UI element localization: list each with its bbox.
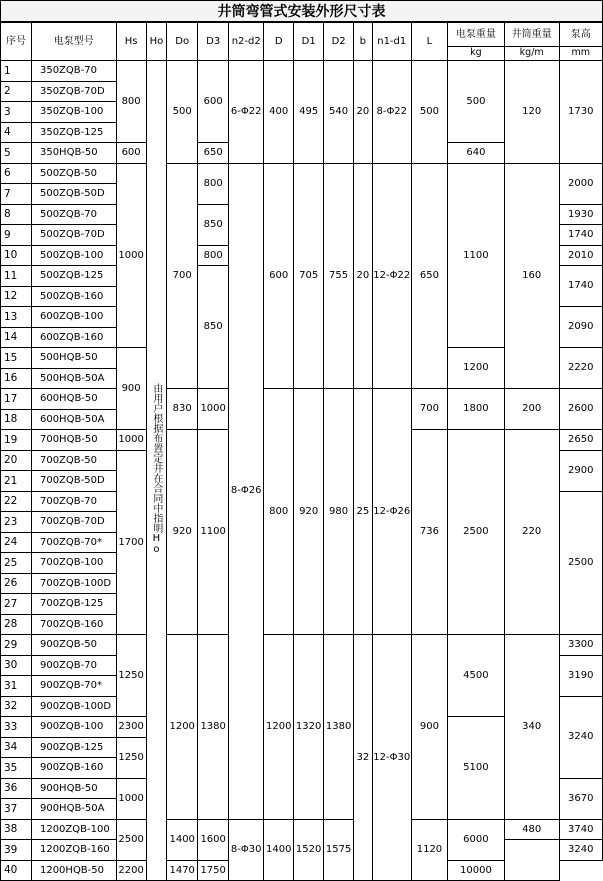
d1-cell: 705 bbox=[294, 163, 324, 389]
d3-cell: 850 bbox=[198, 204, 229, 245]
row-model: 700ZQB-100D bbox=[31, 573, 116, 594]
pump-height-cell: 2500 bbox=[559, 491, 602, 635]
d3-cell: 800 bbox=[198, 163, 229, 204]
row-model: 600ZQB-100 bbox=[31, 307, 116, 328]
pump-height-cell: 2010 bbox=[559, 245, 602, 266]
row-index: 5 bbox=[1, 143, 32, 164]
row-index: 13 bbox=[1, 307, 32, 328]
header-well-weight-unit: kg/m bbox=[504, 47, 559, 61]
do-cell: 830 bbox=[167, 389, 198, 430]
pump-weight-cell: 1800 bbox=[448, 389, 505, 430]
spec-table bbox=[0, 22, 603, 881]
pump-height-cell: 3740 bbox=[559, 819, 602, 840]
row-index: 22 bbox=[1, 491, 32, 512]
pump-weight-cell: 6000 bbox=[448, 819, 505, 860]
row-model: 600ZQB-160 bbox=[31, 327, 116, 348]
row-model: 500ZQB-50 bbox=[31, 163, 116, 184]
row-index: 21 bbox=[1, 471, 32, 492]
row-model: 900ZQB-70* bbox=[31, 676, 116, 697]
do-cell: 1400 bbox=[167, 819, 198, 860]
n1-d1-cell: 8-Φ22 bbox=[372, 61, 411, 164]
row-index: 26 bbox=[1, 573, 32, 594]
header-pump-height: 泵高 bbox=[559, 23, 602, 47]
b-cell: 20 bbox=[354, 163, 373, 389]
row-index: 10 bbox=[1, 245, 32, 266]
d2-cell: 980 bbox=[324, 389, 354, 635]
d3-cell: 1000 bbox=[198, 389, 229, 430]
d1-cell: 1320 bbox=[294, 635, 324, 820]
pump-weight-cell: 5100 bbox=[448, 717, 505, 820]
row-index: 30 bbox=[1, 655, 32, 676]
b-cell: 25 bbox=[354, 389, 373, 635]
pump-height-cell: 3670 bbox=[559, 778, 602, 819]
row-model: 500HQB-50 bbox=[31, 348, 116, 369]
do-cell: 1470 bbox=[167, 860, 198, 881]
row-index: 34 bbox=[1, 737, 32, 758]
row-index: 27 bbox=[1, 594, 32, 615]
row-index: 36 bbox=[1, 778, 32, 799]
header-l: L bbox=[411, 23, 447, 61]
header-hs: Hs bbox=[116, 23, 146, 61]
row-index: 18 bbox=[1, 409, 32, 430]
row-model: 900ZQB-100 bbox=[31, 717, 116, 738]
pump-weight-cell: 1100 bbox=[448, 163, 505, 348]
l-cell: 650 bbox=[411, 163, 447, 389]
d-cell: 800 bbox=[264, 389, 294, 635]
hs-cell: 1000 bbox=[116, 430, 146, 451]
row-index: 35 bbox=[1, 758, 32, 779]
hs-cell: 2500 bbox=[116, 819, 146, 860]
hs-cell: 600 bbox=[116, 143, 146, 164]
row-index: 31 bbox=[1, 676, 32, 697]
do-cell: 500 bbox=[167, 61, 198, 164]
d3-cell: 600 bbox=[198, 61, 229, 143]
pump-height-cell: 2220 bbox=[559, 348, 602, 389]
d2-cell: 540 bbox=[324, 61, 354, 164]
d3-cell: 1750 bbox=[198, 860, 229, 881]
row-model: 700HQB-50 bbox=[31, 430, 116, 451]
table-row bbox=[1, 819, 603, 840]
do-cell: 1200 bbox=[167, 635, 198, 820]
d3-cell: 1380 bbox=[198, 635, 229, 820]
header-b: b bbox=[354, 23, 373, 61]
do-cell: 700 bbox=[167, 163, 198, 389]
pump-weight-cell: 4500 bbox=[448, 635, 505, 717]
header-n2-d2: n2-d2 bbox=[229, 23, 264, 61]
row-model: 700ZQB-50 bbox=[31, 450, 116, 471]
row-index: 32 bbox=[1, 696, 32, 717]
row-index: 6 bbox=[1, 163, 32, 184]
pump-height-cell: 2650 bbox=[559, 430, 602, 451]
row-index: 29 bbox=[1, 635, 32, 656]
row-index: 33 bbox=[1, 717, 32, 738]
row-index: 40 bbox=[1, 860, 32, 881]
row-index: 25 bbox=[1, 553, 32, 574]
row-index: 14 bbox=[1, 327, 32, 348]
d2-cell: 1575 bbox=[324, 819, 354, 881]
row-model: 500ZQB-160 bbox=[31, 286, 116, 307]
d3-cell: 1100 bbox=[198, 430, 229, 635]
header-d2: D2 bbox=[324, 23, 354, 61]
table-row bbox=[1, 389, 603, 410]
d-cell: 600 bbox=[264, 163, 294, 389]
row-model: 900ZQB-125 bbox=[31, 737, 116, 758]
header-d3: D3 bbox=[198, 23, 229, 61]
row-model: 500ZQB-100 bbox=[31, 245, 116, 266]
row-model: 600HQB-50 bbox=[31, 389, 116, 410]
hs-cell: 800 bbox=[116, 61, 146, 143]
d2-cell: 755 bbox=[324, 163, 354, 389]
row-model: 350ZQB-125 bbox=[31, 122, 116, 143]
header-d1: D1 bbox=[294, 23, 324, 61]
well-weight-cell: 120 bbox=[504, 61, 559, 164]
row-model: 700ZQB-70* bbox=[31, 532, 116, 553]
pump-height-cell: 1930 bbox=[559, 204, 602, 225]
pump-height-cell: 1740 bbox=[559, 266, 602, 307]
row-model: 900ZQB-100D bbox=[31, 696, 116, 717]
pump-height-cell: 2090 bbox=[559, 307, 602, 348]
header-index: 序号 bbox=[1, 23, 32, 61]
row-index: 37 bbox=[1, 799, 32, 820]
hs-cell: 2300 bbox=[116, 717, 146, 738]
d3-cell: 650 bbox=[198, 143, 229, 164]
header-d: D bbox=[264, 23, 294, 61]
row-index: 15 bbox=[1, 348, 32, 369]
page-title: 井筒弯管式安装外形尺寸表 bbox=[0, 0, 603, 22]
hs-cell: 2200 bbox=[116, 860, 146, 881]
row-model: 900HQB-50A bbox=[31, 799, 116, 820]
pump-height-cell: 3190 bbox=[559, 655, 602, 696]
row-model: 350HQB-50 bbox=[31, 143, 116, 164]
row-index: 16 bbox=[1, 368, 32, 389]
row-model: 1200HQB-50 bbox=[31, 860, 116, 881]
n2-d2-cell: 6-Φ22 bbox=[229, 61, 264, 164]
pump-height-cell: 2000 bbox=[559, 163, 602, 204]
row-index: 24 bbox=[1, 532, 32, 553]
b-cell: 20 bbox=[354, 61, 373, 164]
row-index: 11 bbox=[1, 266, 32, 287]
row-model: 900HQB-50 bbox=[31, 778, 116, 799]
pump-height-cell: 1730 bbox=[559, 61, 602, 164]
hs-cell: 1700 bbox=[116, 450, 146, 635]
row-model: 700ZQB-50D bbox=[31, 471, 116, 492]
d1-cell: 1520 bbox=[294, 819, 324, 881]
row-model: 700ZQB-100 bbox=[31, 553, 116, 574]
row-model: 350ZQB-100 bbox=[31, 102, 116, 123]
well-weight-cell: 220 bbox=[504, 430, 559, 635]
pump-weight-cell: 640 bbox=[448, 143, 505, 164]
l-cell: 736 bbox=[411, 430, 447, 635]
ho-note-text: 由用户根据布置定井在合同中指明Ho bbox=[150, 382, 162, 555]
pump-weight-cell: 2500 bbox=[448, 430, 505, 635]
header-pump-height-unit: mm bbox=[559, 47, 602, 61]
well-weight-cell: 340 bbox=[504, 635, 559, 820]
header-model: 电泵型号 bbox=[31, 23, 116, 61]
d-cell: 1400 bbox=[264, 819, 294, 881]
do-cell: 920 bbox=[167, 430, 198, 635]
header-pump-weight: 电泵重量 bbox=[448, 23, 505, 47]
l-cell: 500 bbox=[411, 61, 447, 164]
hs-cell: 1000 bbox=[116, 163, 146, 348]
row-model: 1200ZQB-160 bbox=[31, 840, 116, 861]
n1-d1-cell: 12-Φ30 bbox=[372, 635, 411, 881]
row-index: 19 bbox=[1, 430, 32, 451]
row-model: 500ZQB-70D bbox=[31, 225, 116, 246]
d3-cell: 1600 bbox=[198, 819, 229, 860]
row-index: 1 bbox=[1, 61, 32, 82]
row-index: 7 bbox=[1, 184, 32, 205]
header-n1-d1: n1-d1 bbox=[372, 23, 411, 61]
l-cell: 900 bbox=[411, 635, 447, 820]
row-index: 28 bbox=[1, 614, 32, 635]
row-model: 500ZQB-125 bbox=[31, 266, 116, 287]
d1-cell: 920 bbox=[294, 389, 324, 635]
d-cell: 1200 bbox=[264, 635, 294, 820]
well-weight-cell bbox=[504, 840, 559, 881]
table-row bbox=[1, 635, 603, 656]
pump-height-cell: 3240 bbox=[559, 840, 602, 861]
d2-cell: 1380 bbox=[324, 635, 354, 820]
b-cell: 32 bbox=[354, 635, 373, 881]
d3-cell: 850 bbox=[198, 266, 229, 389]
row-index: 12 bbox=[1, 286, 32, 307]
hs-cell: 900 bbox=[116, 348, 146, 430]
header-pump-weight-unit: kg bbox=[448, 47, 505, 61]
pump-weight-cell: 500 bbox=[448, 61, 505, 143]
row-model: 500HQB-50A bbox=[31, 368, 116, 389]
d3-cell: 800 bbox=[198, 245, 229, 266]
l-cell: 700 bbox=[411, 389, 447, 430]
row-model: 350ZQB-70D bbox=[31, 81, 116, 102]
row-model: 700ZQB-70 bbox=[31, 491, 116, 512]
row-index: 39 bbox=[1, 840, 32, 861]
well-weight-cell: 480 bbox=[504, 819, 559, 840]
row-index: 8 bbox=[1, 204, 32, 225]
pump-weight-cell: 1200 bbox=[448, 348, 505, 389]
row-index: 3 bbox=[1, 102, 32, 123]
row-index: 23 bbox=[1, 512, 32, 533]
hs-cell: 1000 bbox=[116, 778, 146, 819]
n2-d2-cell: 8-Φ30 bbox=[229, 819, 264, 881]
row-model: 900ZQB-160 bbox=[31, 758, 116, 779]
l-cell: 1120 bbox=[411, 819, 447, 881]
n1-d1-cell: 12-Φ26 bbox=[372, 389, 411, 635]
row-model: 900ZQB-70 bbox=[31, 655, 116, 676]
row-model: 700ZQB-70D bbox=[31, 512, 116, 533]
d1-cell: 495 bbox=[294, 61, 324, 164]
row-index: 4 bbox=[1, 122, 32, 143]
pump-height-cell: 3300 bbox=[559, 635, 602, 656]
row-model: 500ZQB-50D bbox=[31, 184, 116, 205]
pump-height-cell: 3240 bbox=[559, 696, 602, 778]
row-model: 500ZQB-70 bbox=[31, 204, 116, 225]
well-weight-cell: 200 bbox=[504, 389, 559, 430]
row-model: 900ZQB-50 bbox=[31, 635, 116, 656]
pump-height-cell: 1740 bbox=[559, 225, 602, 246]
hs-cell: 1250 bbox=[116, 737, 146, 778]
d-cell: 400 bbox=[264, 61, 294, 164]
pump-weight-cell: 10000 bbox=[448, 860, 505, 881]
row-model: 700ZQB-125 bbox=[31, 594, 116, 615]
header-do: Do bbox=[167, 23, 198, 61]
row-index: 9 bbox=[1, 225, 32, 246]
row-index: 2 bbox=[1, 81, 32, 102]
header-well-weight: 井筒重量 bbox=[504, 23, 559, 47]
n2-d2-cell: 8-Φ26 bbox=[229, 163, 264, 819]
ho-note bbox=[146, 61, 167, 881]
row-index: 38 bbox=[1, 819, 32, 840]
well-weight-cell: 160 bbox=[504, 163, 559, 389]
pump-height-cell: 2900 bbox=[559, 450, 602, 491]
row-model: 600HQB-50A bbox=[31, 409, 116, 430]
n1-d1-cell: 12-Φ22 bbox=[372, 163, 411, 389]
hs-cell: 1250 bbox=[116, 635, 146, 717]
row-index: 17 bbox=[1, 389, 32, 410]
row-model: 700ZQB-160 bbox=[31, 614, 116, 635]
header-ho: Ho bbox=[146, 23, 167, 61]
table-row bbox=[1, 61, 603, 82]
pump-height-cell: 2600 bbox=[559, 389, 602, 430]
row-model: 350ZQB-70 bbox=[31, 61, 116, 82]
table-row bbox=[1, 163, 603, 184]
row-model: 1200ZQB-100 bbox=[31, 819, 116, 840]
row-index: 20 bbox=[1, 450, 32, 471]
